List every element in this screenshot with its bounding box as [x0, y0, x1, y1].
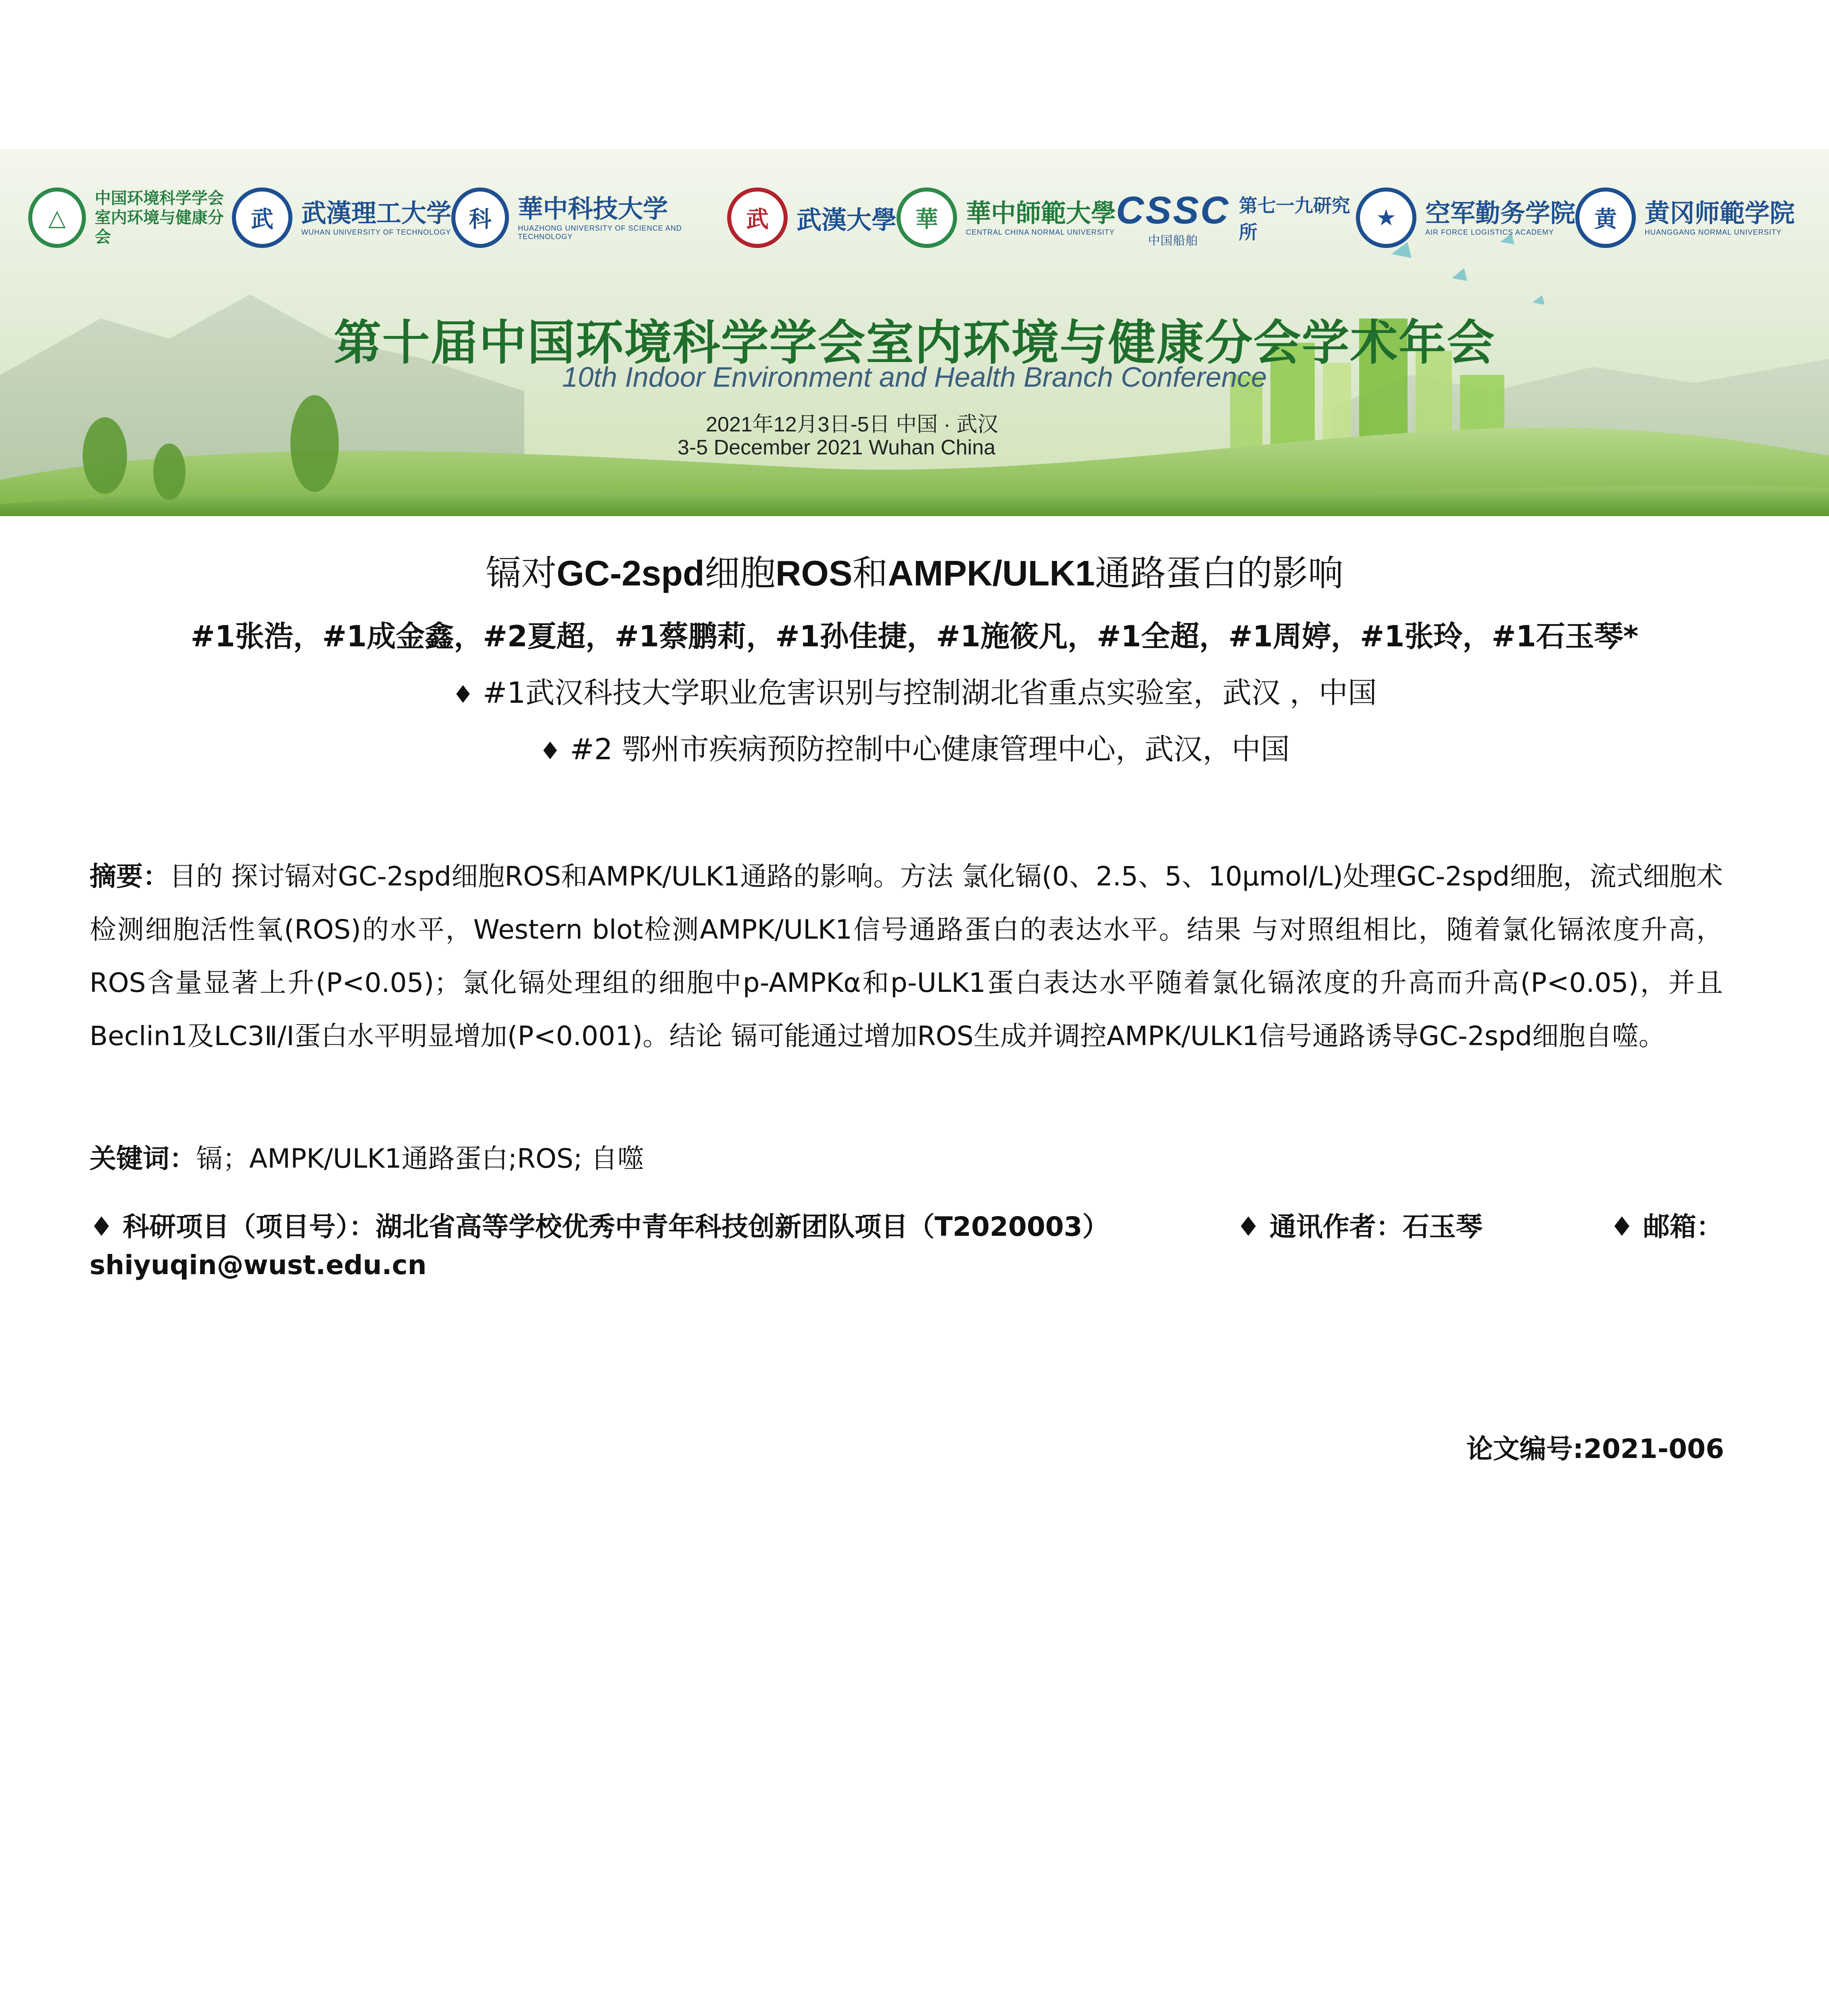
cssc-logo-icon: CSSC [1116, 189, 1230, 232]
title-part: ROS [775, 553, 853, 593]
affiliation-2-text: #2 鄂州市疾病预防控制中心健康管理中心，武汉，中国 [569, 732, 1290, 766]
ccnu-seal-icon: 華 [897, 187, 957, 248]
logo-text: 武漢大學 [796, 205, 897, 235]
organizer-logos [28, 177, 1795, 258]
author-list: #1张浩，#1成金鑫，#2夏超，#1蔡鹏莉，#1孙佳捷，#1施筱凡，#1全超，#1周婷，#1张玲，#1石玉琴* [190, 619, 1639, 653]
conference-date-en: 3-5 December 2021 Wuhan China [678, 436, 996, 459]
logo-cssc-719 [1116, 187, 1356, 248]
logo-hust [451, 187, 727, 248]
email-address: shiyuqin@wust.edu.cn [90, 1250, 427, 1281]
keywords [90, 1137, 1723, 1175]
logo-whut [232, 187, 451, 248]
whut-seal-icon: 武 [232, 187, 292, 248]
logo-text: 華中科技大学 [518, 194, 668, 224]
corresponding-author: ♦ 通讯作者：石玉琴 [1236, 1211, 1483, 1242]
email-label: ♦ 邮箱： [1610, 1211, 1723, 1242]
diamond-bullet-icon: ♦ [452, 681, 474, 709]
conference-title-cn: 第十届中国环境科学学会室内环境与健康分会学术年会 [334, 315, 1495, 371]
affiliation-1-text: #1武汉科技大学职业危害识别与控制湖北省重点实验室，武汉 ，中国 [482, 676, 1377, 710]
logo-line1: 中国环境科学学会 [94, 190, 224, 207]
logo-subtext: HUANGGANG NORMAL UNIVERSITY [1645, 228, 1782, 237]
logo-line2: 室内环境与健康分会 [94, 209, 224, 246]
logo-air-force [1356, 187, 1575, 248]
logo-text: 黄冈师範学院 [1645, 198, 1795, 228]
keywords-label: 关键词： [90, 1143, 196, 1174]
logo-text: 第七一九研究所 [1239, 195, 1350, 243]
logo-text: 空军勤务学院 [1425, 198, 1575, 228]
paper-title [0, 545, 1829, 596]
project-funding: ♦ 科研项目（项目号）：湖北省高等学校优秀中青年科技创新团队项目（T2020003） [90, 1211, 1109, 1242]
cssc-subtext: 中国船舶 [1148, 234, 1198, 248]
title-part: 镉对 [486, 552, 557, 594]
title-part: AMPK/ULK1 [888, 553, 1095, 593]
affiliation-2 [0, 726, 1829, 768]
title-part: GC-2spd [557, 553, 705, 593]
whu-seal-icon: 武 [727, 187, 788, 248]
keywords-text: 镉；AMPK/ULK1通路蛋白;ROS; 自噬 [196, 1143, 644, 1174]
logo-csee-indoor [28, 187, 232, 248]
logo-subtext: HUAZHONG UNIVERSITY OF SCIENCE AND TECHNOLOGY [518, 224, 682, 241]
logo-ccnu [897, 187, 1116, 248]
hgnu-seal-icon: 黄 [1575, 187, 1636, 248]
hust-seal-icon: 科 [451, 187, 509, 248]
csee-seal-icon: △ [28, 187, 86, 248]
logo-whu [727, 187, 897, 248]
air-force-emblem-icon: ★ [1356, 187, 1416, 248]
logo-text: 武漢理工大学 [301, 198, 452, 228]
abstract-text: 目的 探讨镉对GC-2spd细胞ROS和AMPK/ULK1通路的影响。方法 氯化镉(0、2.5、5、10μmol/L)处理GC-2spd细胞，流式细胞术检测细胞活性氧(ROS)的水平，Western blot检测AMPK/ULK1信号通路蛋白的表达水平。结果 与对照组相比，随着氯化镉浓度升高，ROS含量显著上升(P<0.05)；氯化镉处理组的细胞中p-AMPKα和p-ULK1蛋白表达水平随着氯化镉浓度的升高而升高(P<0.05)，并且 Beclin1及LC3Ⅱ/Ⅰ蛋白水平明显增加(P<0.001)。结论 镉可能通过增加ROS生成并调控AMPK/ULK1信号通路诱导GC-2spd细胞自噬。 [90, 861, 1723, 1052]
logo-subtext: AIR FORCE LOGISTICS ACADEMY [1425, 228, 1554, 237]
diamond-bullet-icon: ♦ [539, 737, 561, 765]
logo-subtext: CENTRAL CHINA NORMAL UNIVERSITY [966, 228, 1115, 237]
abstract-label: 摘要： [90, 861, 170, 892]
conference-date-cn: 2021年12月3日-5日 中国 · 武汉 [706, 413, 999, 436]
logo-hgnu [1575, 187, 1795, 248]
conference-title-en: 10th Indoor Environment and Health Branch Conference [562, 361, 1267, 393]
logo-subtext: WUHAN UNIVERSITY OF TECHNOLOGY [301, 228, 451, 237]
title-part: 和 [852, 552, 888, 594]
project-info [90, 1208, 1723, 1284]
affiliation-1 [0, 669, 1829, 711]
title-part: 通路蛋白的影响 [1095, 552, 1343, 594]
conference-banner [0, 149, 1829, 516]
logo-text: 華中師範大學 [966, 198, 1116, 228]
title-part: 细胞 [704, 552, 776, 594]
abstract [90, 850, 1723, 1063]
paper-number: 论文编号:2021-006 [1466, 1433, 1724, 1464]
